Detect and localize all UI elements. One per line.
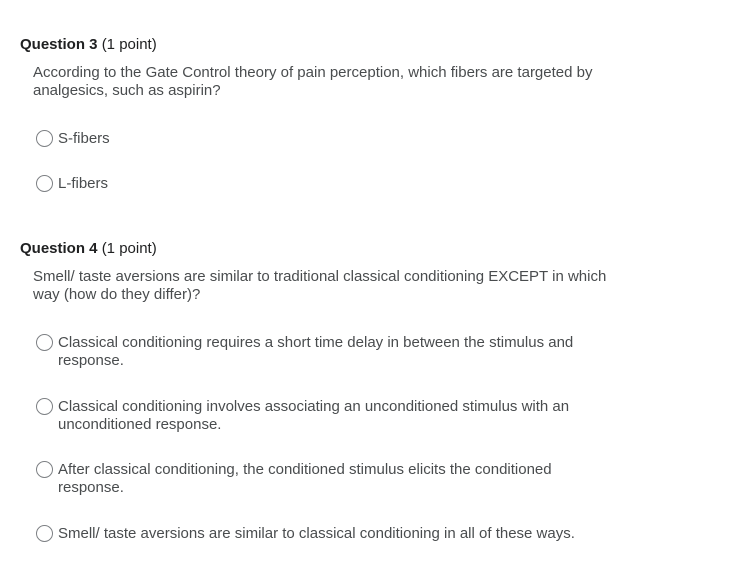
radio-button[interactable] [36, 175, 53, 192]
question-4 [20, 240, 720, 542]
option-label[interactable]: Classical conditioning requires a short time delay in between the stimulus and response. [58, 334, 574, 369]
question-header [20, 240, 720, 258]
answer-option-s-fibers[interactable] [36, 130, 606, 148]
answer-option-1[interactable] [36, 334, 606, 370]
option-label[interactable]: Classical conditioning involves associating an unconditioned stimulus with an unconditioned response. [58, 398, 570, 433]
question-3 [20, 36, 720, 192]
option-label[interactable]: S-fibers [58, 130, 110, 147]
question-title: Question 4 [20, 240, 98, 257]
question-points: (1 point) [101, 36, 157, 53]
radio-button[interactable] [36, 334, 53, 351]
answer-option-3[interactable] [36, 461, 606, 497]
answer-option-4[interactable] [36, 525, 606, 543]
radio-button[interactable] [36, 398, 53, 415]
question-title: Question 3 [20, 36, 98, 53]
option-label[interactable]: L-fibers [58, 175, 109, 192]
question-prompt: According to the Gate Control theory of pain perception, which fibers are targeted by analgesics, such as aspirin? [33, 64, 593, 99]
question-header [20, 36, 720, 54]
option-label[interactable]: After classical conditioning, the conditioned stimulus elicits the conditioned response. [58, 461, 552, 496]
question-points: (1 point) [101, 240, 157, 257]
radio-button[interactable] [36, 130, 53, 147]
answer-option-2[interactable] [36, 398, 606, 434]
radio-button[interactable] [36, 525, 53, 542]
option-label[interactable]: Smell/ taste aversions are similar to classical conditioning in all of these ways. [58, 525, 575, 542]
radio-button[interactable] [36, 461, 53, 478]
question-prompt: Smell/ taste aversions are similar to traditional classical conditioning EXCEPT in which way (how do they differ)? [33, 268, 607, 303]
answer-option-l-fibers[interactable] [36, 175, 606, 193]
